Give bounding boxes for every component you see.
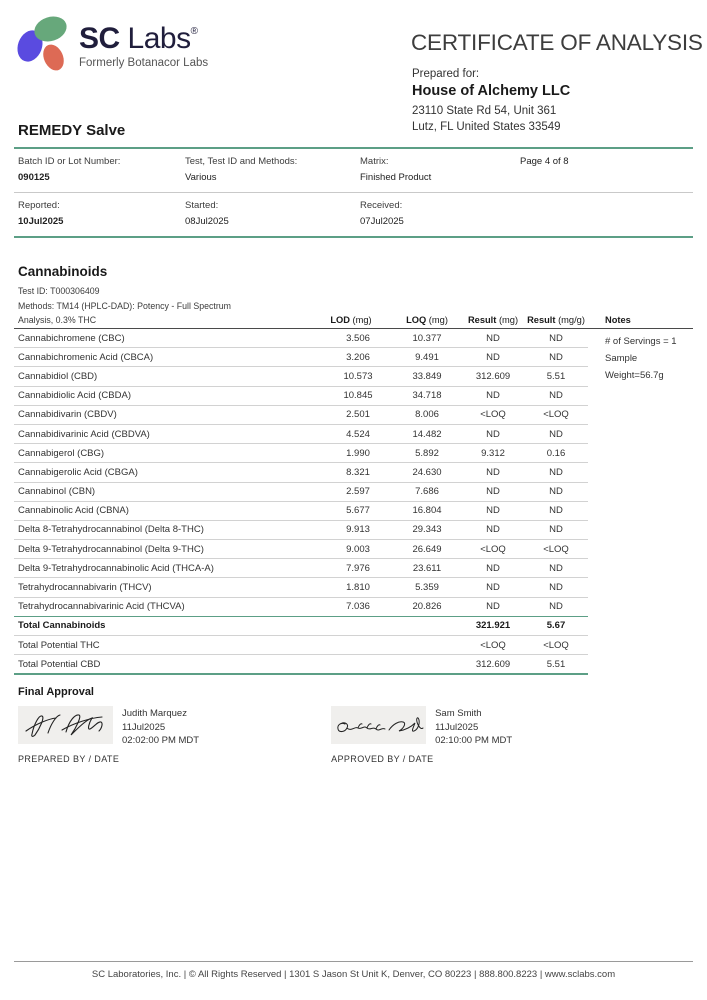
result-mg-value: 321.921 [475,620,511,632]
lod-value: 2.597 [346,486,370,498]
info-row-2 [14,193,693,236]
table-row [14,406,588,425]
analyte-name: Cannabinol (CBN) [18,486,96,498]
col-header-result-mg [462,315,524,325]
table-row [14,578,588,597]
test-methods-label: Test, Test ID and Methods: [185,156,298,167]
brand-name [79,24,208,54]
table-row [14,329,588,348]
info-spacer-cell [516,200,693,227]
lod-value: 7.036 [346,601,370,613]
analyte-rows [14,329,588,675]
loq-value: 9.491 [415,351,439,363]
client-address-line1: 23110 State Rd 54, Unit 361 [412,105,557,117]
result-mg-value: ND [486,601,500,613]
analyte-name: Total Potential THC [18,639,100,651]
page-number: Page 4 of 8 [520,156,569,167]
table-row [14,387,588,406]
loq-value: 24.630 [412,466,442,478]
result-mg-value: ND [486,524,500,536]
result-mgg-value: ND [549,466,563,478]
result-mgg-value: ND [549,486,563,498]
received-cell [356,200,516,227]
table-row [14,348,588,367]
result-mgg-value: <LOQ [543,543,569,555]
analyte-name: Cannabidiolic Acid (CBDA) [18,390,131,402]
analyte-name: Cannabichromenic Acid (CBCA) [18,351,154,363]
note-line: # of Servings = 1 [605,336,677,347]
col-header-loq [392,315,462,325]
lod-value: 3.206 [346,351,370,363]
loq-value: 26.649 [412,543,442,555]
lod-value: 7.976 [346,562,370,574]
loq-value: 10.377 [412,332,442,344]
approved-sig-top [331,706,512,747]
lod-value: 8.321 [346,466,370,478]
loq-value: 20.826 [412,601,442,613]
analyte-name: Delta 9-Tetrahydrocannabinol (Delta 9-THC) [18,543,204,555]
result-mg-value: 9.312 [481,447,505,459]
lod-value: 10.845 [343,390,373,402]
table-row [14,617,588,636]
result-mg-value: ND [486,486,500,498]
table-row [14,559,588,578]
client-address-line2: Lutz, FL United States 33549 [412,121,561,134]
prepared-sig-top [18,706,199,747]
analyte-name: Tetrahydrocannabivarinic Acid (THCVA) [18,601,185,613]
result-mg-value: <LOQ [480,409,506,421]
col-header-lod [310,315,392,325]
received-label: Received: [360,200,403,211]
approved-date: 11Jul2025 [435,721,479,733]
matrix-value: Finished Product [360,172,432,183]
approved-name: Sam Smith [435,708,482,720]
loq-value: 33.849 [412,370,442,382]
sc-labs-logo-icon [18,16,70,72]
reported-cell [14,200,181,227]
matrix-cell [356,156,516,183]
prepared-time: 02:02:00 PM MDT [122,734,200,746]
result-mg-value: ND [486,428,500,440]
batch-id-cell [14,156,181,183]
table-body [14,329,693,675]
lod-value: 1.990 [346,447,370,459]
result-mg-value: ND [486,582,500,594]
analyte-name: Cannabigerolic Acid (CBGA) [18,466,138,478]
brand-sc: SC [79,22,120,55]
analysis-line: Analysis, 0.3% THC [18,315,97,325]
result-mgg-value: ND [549,332,563,344]
analyte-name: Total Cannabinoids [18,620,106,632]
approved-by-block [331,706,512,764]
result-mg-value: 312.609 [475,658,511,670]
result-mgg-value: ND [549,582,563,594]
table-row [14,502,588,521]
prepared-caption: PREPARED BY / DATE [18,754,120,765]
result-mgg-value: ND [549,524,563,536]
col-rmgg-unit: (mg/g) [555,315,585,325]
result-mgg-value: 5.51 [546,658,566,670]
product-name: REMEDY Salve [18,122,126,139]
batch-id-value: 090125 [18,172,50,183]
client-address [412,103,570,135]
loq-value: 7.686 [415,486,439,498]
prepared-signature-icon [18,706,113,744]
lod-value: 2.501 [346,409,370,421]
certificate-title: CERTIFICATE OF ANALYSIS [411,30,703,55]
prepared-name: Judith Marquez [122,708,187,720]
totals-rows [14,617,588,676]
test-methods-value: Various [185,172,217,183]
note-line: Sample [605,352,638,364]
col-rmg-bold: Result [467,315,497,325]
logo-blob-red [39,41,67,73]
prepared-date: 11Jul2025 [122,721,166,733]
result-mgg-value: ND [549,562,563,574]
registered-mark: ® [190,26,198,37]
analyte-name: Cannabidiol (CBD) [18,370,98,382]
started-label: Started: [185,200,219,211]
table-header-row [14,315,693,329]
result-mgg-value: <LOQ [543,409,569,421]
analyte-name: Cannabichromene (CBC) [18,332,125,344]
result-mgg-value: 5.67 [546,620,566,632]
lod-value: 9.913 [346,524,370,536]
prepared-for-label: Prepared for: [412,68,480,80]
col-loq-bold: LOQ [406,315,427,325]
brand-text [79,16,208,69]
methods-line: Methods: TM14 (HPLC-DAD): Potency - Full Spectrum [18,300,231,311]
lod-value: 10.573 [343,370,373,382]
result-mg-value: ND [486,562,500,574]
loq-value: 5.359 [415,582,439,594]
analyte-rows-container [14,329,588,617]
sc-labs-logo [18,16,208,72]
result-mg-value: <LOQ [480,543,506,555]
header [14,0,703,147]
col-rmg-unit: (mg) [496,315,519,325]
analyte-name: Cannabinolic Acid (CBNA) [18,505,129,517]
result-mg-value: ND [486,505,500,517]
col-lod-bold: LOD [330,315,350,325]
result-mg-value: ND [486,390,500,402]
col-lod-unit: (mg) [349,315,372,325]
matrix-label: Matrix: [360,156,389,167]
analyte-name: Cannabidivarin (CBDV) [18,409,117,421]
sample-info-table [14,147,693,238]
analyte-name: Delta 9-Tetrahydrocannabinolic Acid (THCA-A) [18,562,214,574]
lod-value: 5.677 [346,505,370,517]
cannabinoids-title: Cannabinoids [18,264,108,279]
result-mg-value: ND [486,332,500,344]
result-mgg-value: 5.51 [546,370,566,382]
loq-value: 5.892 [415,447,439,459]
result-mgg-value: ND [549,428,563,440]
approved-info [435,706,512,747]
result-mgg-value: 0.16 [546,447,566,459]
table-row [14,540,588,559]
result-mgg-value: ND [549,505,563,517]
loq-value: 16.804 [412,505,442,517]
final-approval-section [14,686,693,764]
lod-value: 3.506 [346,332,370,344]
loq-value: 29.343 [412,524,442,536]
table-row [14,444,588,463]
result-mg-value: ND [486,351,500,363]
result-mgg-value: ND [549,601,563,613]
analyte-name: Cannabidivarinic Acid (CBDVA) [18,428,150,440]
client-name: House of Alchemy LLC [412,83,571,99]
lod-value: 9.003 [346,543,370,555]
prepared-signature-image [18,706,113,744]
loq-value: 34.718 [412,390,442,402]
analyte-name: Total Potential CBD [18,658,101,670]
test-id-line: Test ID: T000306409 [18,286,100,296]
signatures-row [18,706,693,764]
cannabinoids-section [14,264,693,675]
batch-id-label: Batch ID or Lot Number: [18,156,121,167]
table-row [14,367,588,386]
result-mgg-value: ND [549,351,563,363]
table-row [14,463,588,482]
note-line: Weight=56.7g [605,369,664,381]
notes-column [605,329,677,675]
reported-label: Reported: [18,200,60,211]
reported-value: 10Jul2025 [18,216,64,227]
table-row [14,521,588,540]
col-header-result-mgg [524,315,588,325]
page-footer: SC Laboratories, Inc. | © All Rights Reserved | 1301 S Jason St Unit K, Denver, CO 80223 | 888.800.8223 | www.sclabs.com [14,961,693,980]
prepared-info [122,706,199,747]
result-mg-value: ND [486,466,500,478]
result-mg-value: 312.609 [475,370,511,382]
result-mgg-value: <LOQ [543,639,569,651]
final-approval-title: Final Approval [18,686,94,699]
started-value: 08Jul2025 [185,216,229,227]
loq-value: 23.611 [412,562,442,574]
info-row-1 [14,149,693,193]
approved-time: 02:10:00 PM MDT [435,734,513,746]
col-header-notes: Notes [605,315,631,325]
prepared-by-block [18,706,199,764]
approved-caption: APPROVED BY / DATE [331,754,434,765]
table-row [14,483,588,502]
prepared-for-block [412,68,570,135]
analyte-name: Tetrahydrocannabivarin (THCV) [18,582,152,594]
result-mg-value: <LOQ [480,639,506,651]
brand-tagline: Formerly Botanacor Labs [79,57,209,69]
col-loq-unit: (mg) [426,315,448,325]
table-row [14,598,588,617]
table-row [14,655,588,675]
col-rmgg-bold: Result [527,315,556,325]
loq-value: 8.006 [415,409,439,421]
loq-value: 14.482 [412,428,442,440]
brand-labs: Labs [127,22,191,55]
approved-signature-icon [331,706,426,744]
table-row [14,636,588,655]
table-row [14,425,588,444]
lod-value: 4.524 [346,428,370,440]
page-number-cell [516,156,693,183]
lod-value: 1.810 [346,582,370,594]
test-methods-cell [181,156,356,183]
analyte-name: Delta 8-Tetrahydrocannabinol (Delta 8-THC) [18,524,204,536]
started-cell [181,200,356,227]
result-mgg-value: ND [549,390,563,402]
analyte-name: Cannabigerol (CBG) [18,447,105,459]
received-value: 07Jul2025 [360,216,404,227]
approved-signature-image [331,706,426,744]
